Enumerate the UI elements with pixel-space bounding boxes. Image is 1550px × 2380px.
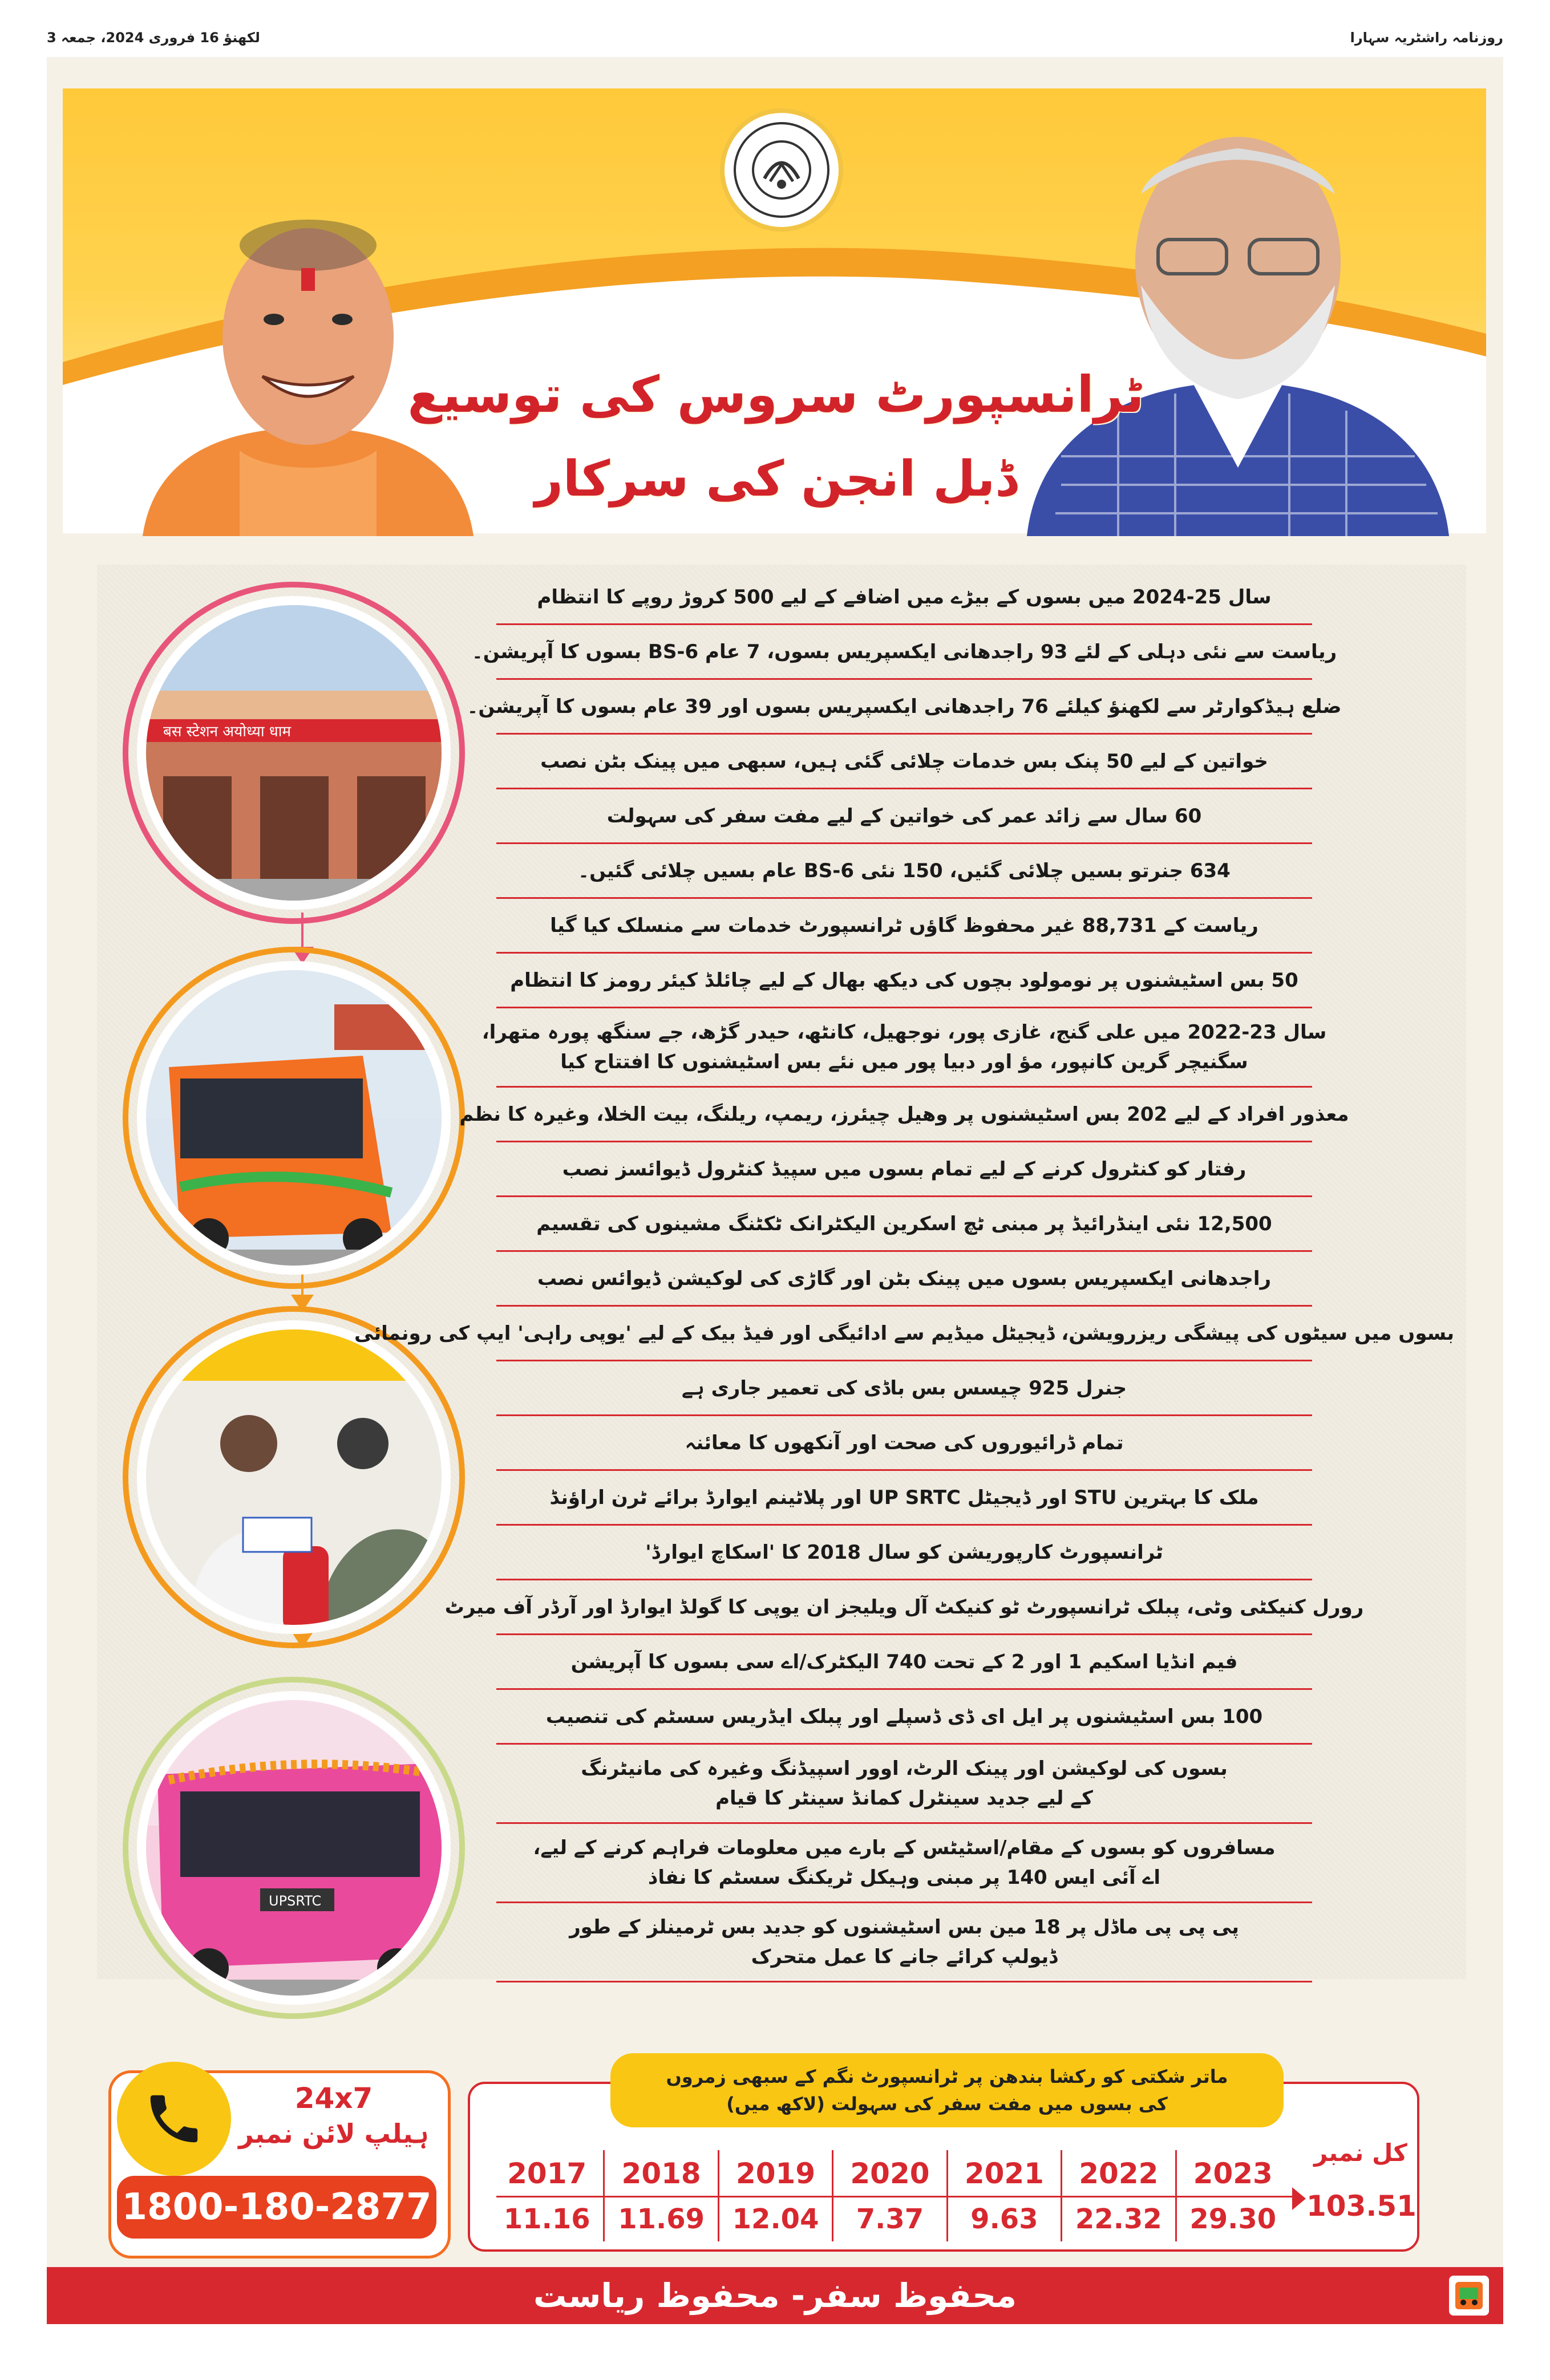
masthead (47, 27, 1503, 48)
list-item (467, 680, 1342, 735)
list-item (496, 1690, 1312, 1745)
year-value: 29.30 (1189, 2203, 1277, 2235)
list-item-text: بسوں کی لوکیشن اور پینک الرٹ، اوور اسپیڈنگ وغیرہ کی مانیٹرنگ (581, 1757, 1228, 1780)
list-item-text: تمام ڈرائیوروں کی صحت اور آنکھوں کا معائنہ (685, 1431, 1124, 1454)
list-item (481, 1008, 1327, 1088)
list-item-text: ریاست سے نئی دہلی کے لئے 93 راجدھانی ایکسپریس بسوں، 7 عام BS-6 بسوں کا آپریشن۔ (471, 640, 1337, 663)
list-item (496, 1361, 1312, 1416)
year-label: 2017 (507, 2156, 587, 2190)
scheme-title-line-2: کی بسوں میں مفت سفر کی سہولت (لاکھ میں) (726, 2093, 1168, 2115)
list-item (496, 899, 1312, 954)
list-item (496, 1252, 1312, 1307)
scheme-title-pill (610, 2053, 1284, 2127)
list-item-text: 60 سال سے زائد عمر کی خواتین کے لیے مفت سفر کی سہولت (606, 804, 1202, 828)
list-item (471, 625, 1337, 680)
list-item-text: ٹرانسپورٹ کارپوریشن کو سال 2018 کا 'اسکاچ ایوارڈ' (645, 1540, 1163, 1564)
list-item (496, 1197, 1312, 1252)
list-item (496, 1142, 1312, 1197)
list-item-text: جنرل 925 چیسس بس باڈی کی تعمیر جاری ہے (681, 1376, 1127, 1400)
scheme-total (1306, 2139, 1415, 2223)
list-item (496, 1824, 1312, 1903)
total-value: 103.51 (1306, 2190, 1417, 2223)
list-item-text: مسافروں کو بسوں کے مقام/اسٹیٹس کے بارے میں معلومات فراہم کرنے کے لیے، (533, 1836, 1276, 1859)
list-item-text: پی پی پی ماڈل پر 18 مین بس اسٹیشنوں کو جدید بس ٹرمینلز کے طور (569, 1916, 1239, 1939)
helpline-title (228, 2082, 439, 2149)
footer-banner (47, 2267, 1503, 2324)
year-value: 11.69 (618, 2203, 705, 2235)
list-item-text: 50 بس اسٹیشنوں پر نومولود بچوں کی دیکھ بھال کے لیے چائلڈ کیئر رومز کا انتظام (510, 968, 1298, 992)
year-value: 11.16 (503, 2203, 590, 2235)
achievements-list (354, 570, 1455, 1982)
photo-pink-bus (137, 1691, 451, 2005)
headline-line-1: ٹرانسپورٹ سروس کی توسیع (407, 365, 1144, 424)
footer-slogan: محفوظ سفر- محفوظ ریاست (533, 2276, 1017, 2315)
list-item-text: ملک کا بہترین STU اور ڈیجیٹل UP SRTC اور پلاٹینم ایوارڈ برائے ٹرن اراؤنڈ (549, 1486, 1259, 1509)
list-item-text: کے لیے جدید سینٹرل کمانڈ سینٹر کا قیام (715, 1787, 1093, 1810)
list-item-text: معذور افراد کے لیے 202 بس اسٹیشنوں پر وھیل چیئرز، ریمپ، ریلنگ، بیت الخلا، وغیرہ کا نظم (459, 1102, 1349, 1126)
list-item-text: سال 25-2024 میں بسوں کے بیڑے میں اضافے کے لیے 500 کروڑ روپے کا انتظام (537, 585, 1272, 609)
list-item (496, 844, 1312, 899)
list-item (459, 1088, 1349, 1142)
masthead-paper: روزنامہ راشٹریہ سہارا (1350, 30, 1503, 46)
list-item (496, 570, 1312, 625)
year-label: 2019 (735, 2156, 816, 2190)
list-item (496, 1635, 1312, 1690)
year-label: 2022 (1079, 2156, 1159, 2190)
list-item (496, 1745, 1312, 1824)
list-item (444, 1580, 1364, 1635)
total-label: کل نمبر (1314, 2139, 1407, 2167)
year-value: 9.63 (970, 2203, 1038, 2235)
list-item-text: بسوں میں سیٹوں کی پیشگی ریزرویشن، ڈیجیٹل میڈیم سے ادائیگی اور فیڈ بیک کے لیے 'یوپی راہی' ایپ کی رونمائی (354, 1321, 1455, 1345)
up-government-emblem (720, 108, 843, 232)
list-item-text: سگنیچر گرین کانپور، مؤ اور دبیا پور میں نئے بس اسٹیشنوں کا افتتاح کیا (560, 1051, 1248, 1073)
list-item-text: رورل کنیکٹی وٹی، پبلک ٹرانسپورٹ ٹو کنیکٹ آل ویلیجز ان یوپی کا گولڈ ایوارڈ اور آرڈر آف میرٹ (444, 1595, 1364, 1619)
emblem-seal-icon (734, 122, 829, 218)
transport-logo-icon (1449, 2276, 1489, 2316)
list-item-text: اے آئی ایس 140 پر مبنی وہیکل ٹریکنگ سسٹم کا نفاذ (647, 1866, 1161, 1889)
list-item (496, 954, 1312, 1008)
photo-orange-bus (137, 961, 451, 1275)
list-item-text: 100 بس اسٹیشنوں پر ایل ای ڈی ڈسپلے اور پبلک ایڈریس سسٹم کی تنصیب (545, 1705, 1263, 1728)
helpline-label: ہیلپ لائن نمبر (238, 2118, 429, 2149)
year-label: 2018 (621, 2156, 701, 2190)
year-table-separator (496, 2196, 1295, 2197)
year-label: 2023 (1193, 2156, 1273, 2190)
helpline-number: 1800-180-2877 (117, 2176, 436, 2239)
list-item-text: فیم انڈیا اسکیم 1 اور 2 کے تحت 740 الیکٹرک/اے سی بسوں کا آپریشن (570, 1650, 1238, 1673)
arrow-right-icon (1292, 2187, 1306, 2210)
list-item (496, 1471, 1312, 1526)
photo-bus-station (137, 596, 451, 910)
masthead-date: لکھنؤ 16 فروری 2024، جمعہ 3 (47, 30, 260, 46)
year-value: 22.32 (1075, 2203, 1162, 2235)
phone-icon (117, 2062, 231, 2176)
list-item-text: 634 جنرتو بسیں چلائی گئیں، 150 نئی BS-6 عام بسیں چلائی گئیں۔ (578, 859, 1231, 882)
list-item (496, 789, 1312, 844)
photo-bus-label: UPSRTC (269, 1893, 322, 1909)
list-item-text: 12,500 نئی اینڈرائیڈ پر مبنی ٹچ اسکرین الیکٹرانک ٹکٹنگ مشینوں کی تقسیم (536, 1212, 1272, 1235)
list-item-text: ریاست کے 88,731 غیر محفوظ گاؤں ٹرانسپورٹ خدمات سے منسلک کیا گیا (550, 914, 1258, 937)
list-item-text: ضلع ہیڈکوارٹر سے لکھنؤ کیلئے 76 راجدھانی ایکسپریس بسوں اور 39 عام بسوں کا آپریشن۔ (467, 695, 1342, 718)
list-item (496, 1903, 1312, 1982)
list-item (496, 1526, 1312, 1580)
headline-line-2: ڈبل انجن کی سرکار (535, 451, 1017, 508)
list-item-text: ڈیولپ کرائے جانے کا عمل متحرک (751, 1945, 1058, 1968)
list-item (354, 1307, 1455, 1361)
year-label: 2021 (964, 2156, 1044, 2190)
helpline-24x7: 24x7 (294, 2082, 373, 2115)
list-item (496, 735, 1312, 789)
list-item-text: رفتار کو کنٹرول کرنے کے لیے تمام بسوں میں سپیڈ کنٹرول ڈیوائسز نصب (562, 1157, 1247, 1181)
list-item-text: راجدھانی ایکسپریس بسوں میں پینک بٹن اور گاڑی کی لوکیشن ڈیوائس نصب (537, 1267, 1272, 1290)
year-value: 7.37 (856, 2203, 924, 2235)
list-item-text: سال 23-2022 میں علی گنج، غازی پور، نوجھیل، کانٹھ، حیدر گڑھ، جے سنگھ پورہ متھرا، (481, 1021, 1327, 1044)
year-label: 2020 (850, 2156, 930, 2190)
photo-sign-text: बस स्टेशन अयोध्या धाम (163, 723, 292, 740)
scheme-title-line-1: ماتر شکتی کو رکشا بندھن پر ٹرانسپورٹ نگم کے سبھی زمروں (666, 2066, 1228, 2087)
list-item-text: خواتین کے لیے 50 پنک بس خدمات چلائی گئی ہیں، سبھی میں پینک بٹن نصب (540, 749, 1268, 773)
list-item (496, 1416, 1312, 1471)
year-value: 12.04 (732, 2203, 819, 2235)
photo-driver-checkup (137, 1320, 451, 1634)
